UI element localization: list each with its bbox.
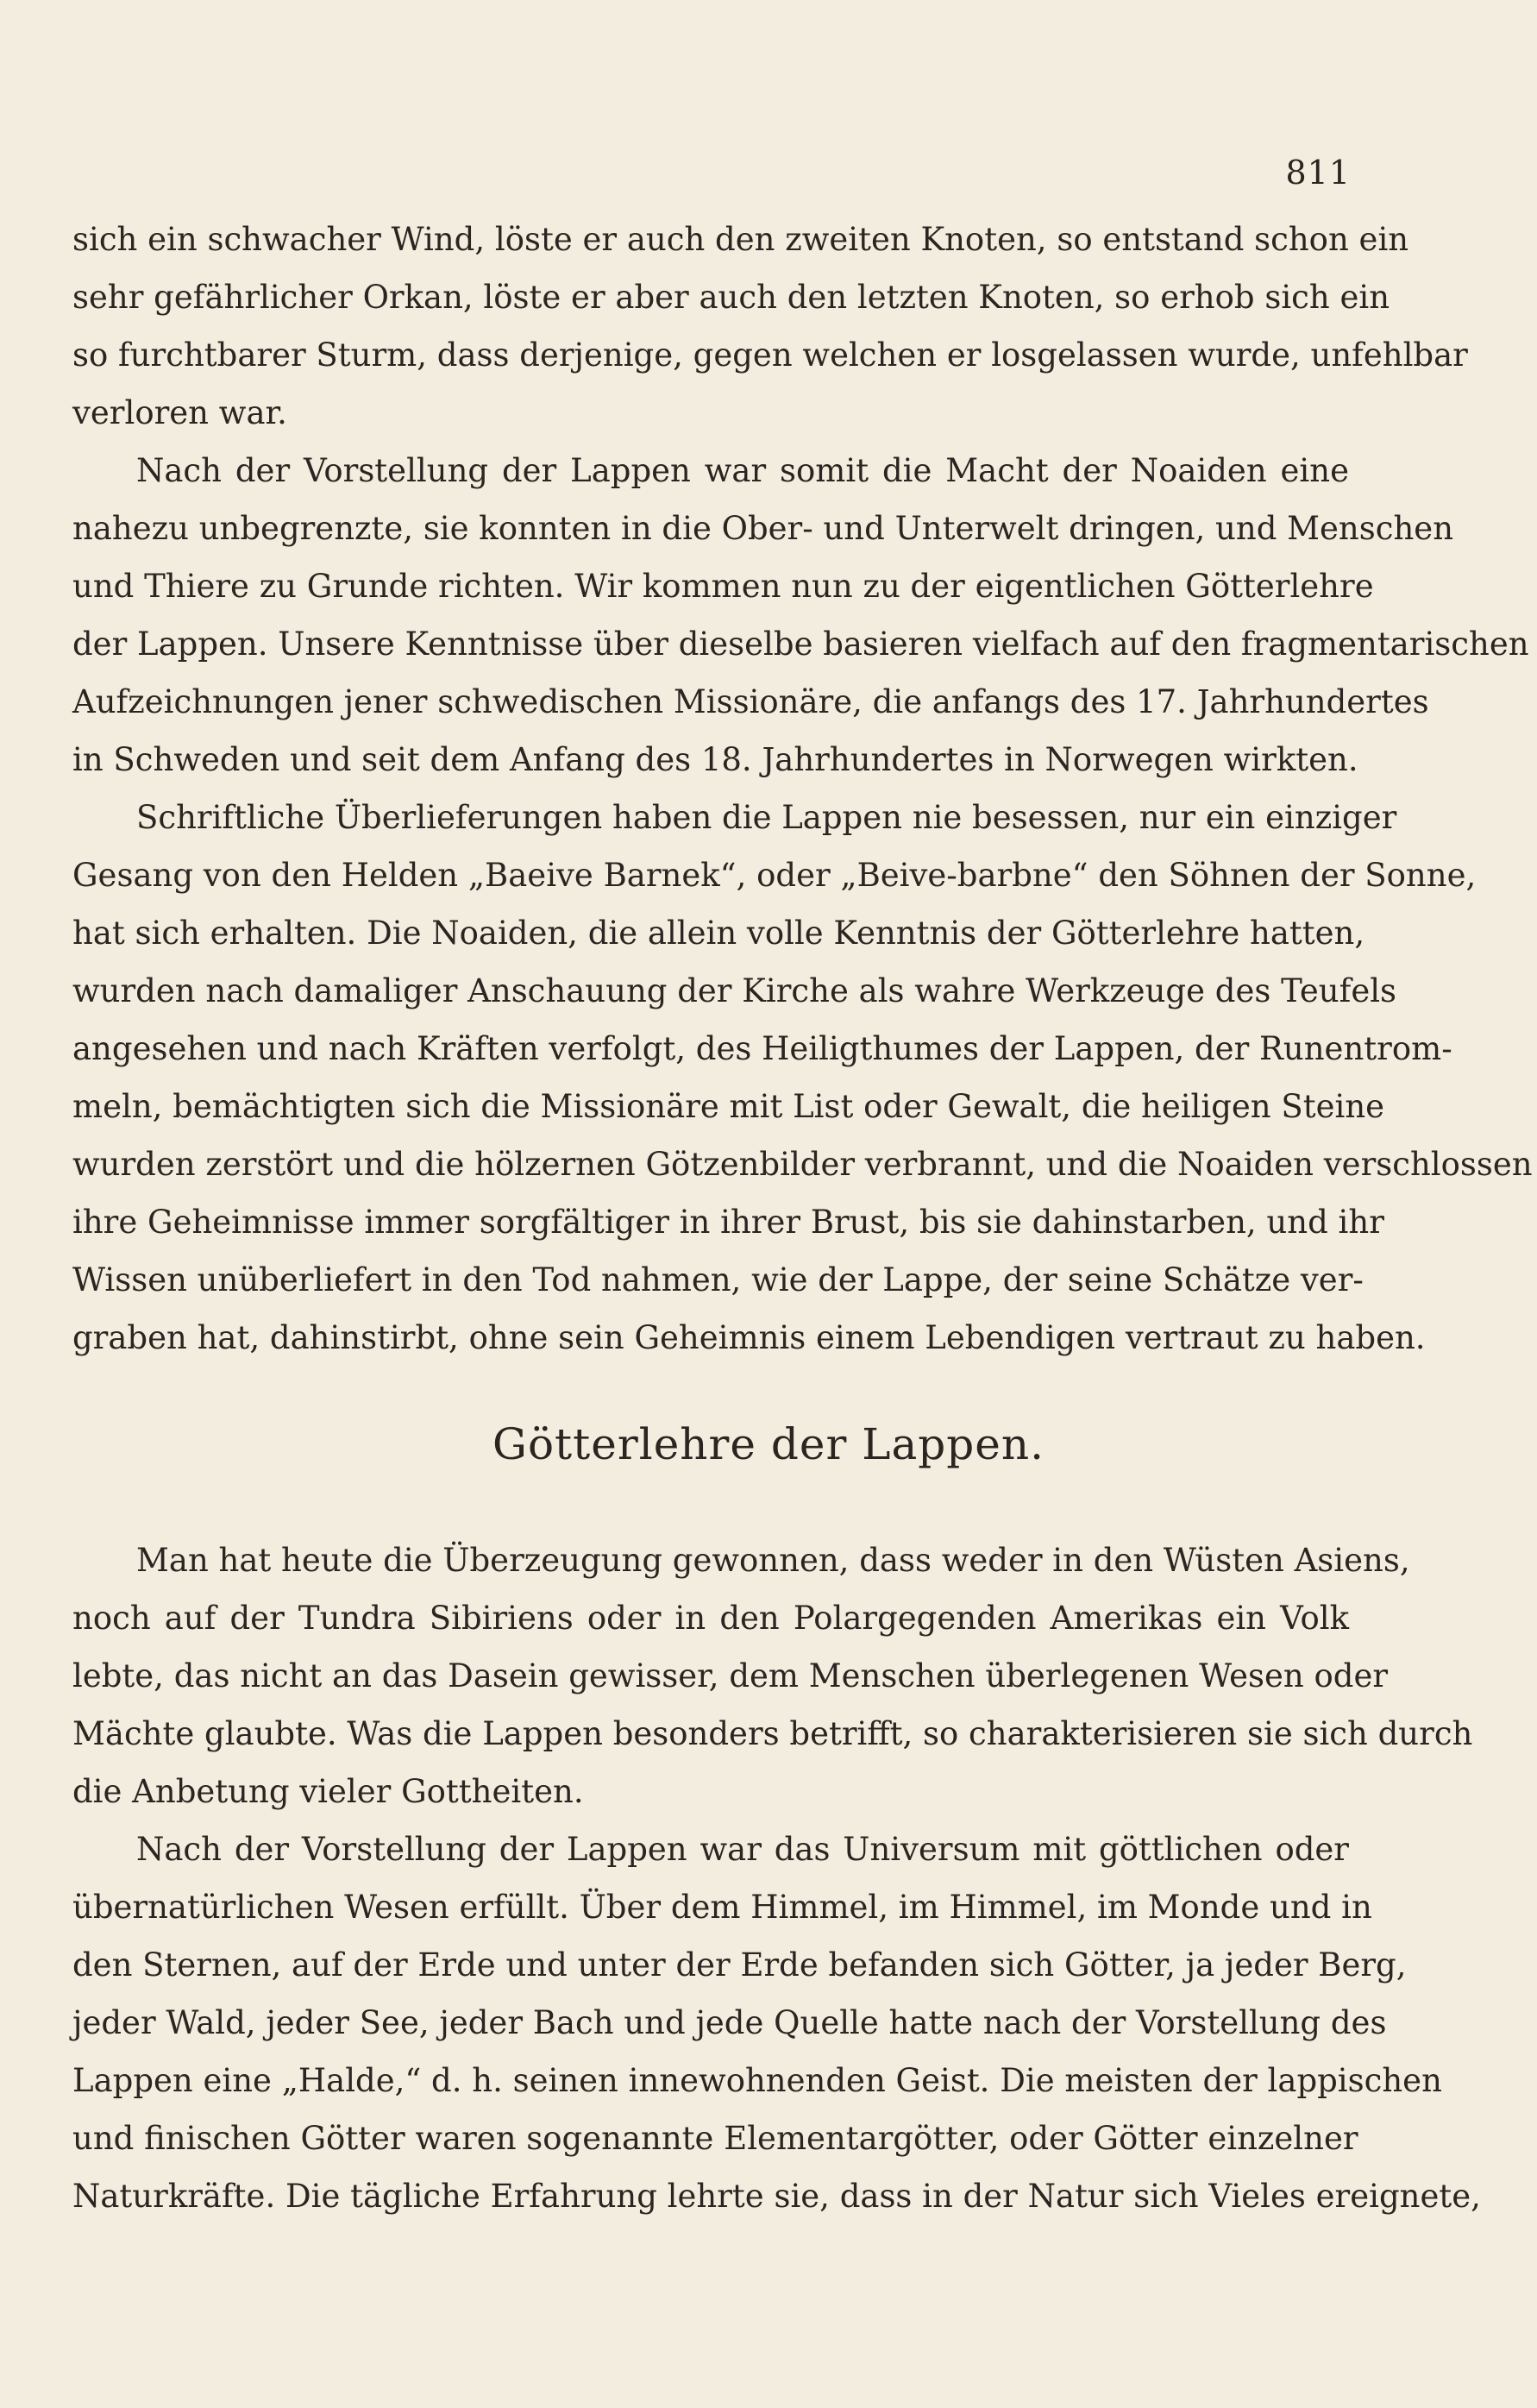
text-line: in Schweden und seit dem Anfang des 18. Jahrhundertes in Norwegen wirkten. xyxy=(72,741,1358,778)
text-line: lebte, das nicht an das Dasein gewisser, dem Menschen überlegenen Wesen oder xyxy=(72,1657,1389,1694)
section-heading: Götterlehre der Lappen. xyxy=(492,1419,1045,1469)
page-number: 811 xyxy=(1285,154,1351,192)
text-line: meln, bemächtigten sich die Missionäre mit List oder Gewalt, die heiligen Steine xyxy=(72,1088,1385,1125)
text-line: der Lappen. Unsere Kenntnisse über dieselbe basieren vielfach auf den fragmentarischen xyxy=(72,626,1529,663)
text-line: Nach der Vorstellung der Lappen war somit die Macht der Noaiden eine xyxy=(136,452,1349,489)
text-line: Lappen eine „Halde,“ d. h. seinen innewohnenden Geist. Die meisten der lappischen xyxy=(72,2062,1442,2099)
paragraph xyxy=(72,1531,1473,1820)
text-line: Schriftliche Überlieferungen haben die Lappen nie besessen, nur ein einziger xyxy=(136,799,1397,836)
text-block-lower xyxy=(72,1531,1481,2225)
text-line: wurden nach damaliger Anschauung der Kirche als wahre Werkzeuge des Teufels xyxy=(72,972,1397,1009)
paragraph xyxy=(72,211,1468,442)
text-line: Gesang von den Helden „Baeive Barnek“, oder „Beive-barbne“ den Söhnen der Sonne, xyxy=(72,857,1477,894)
text-line: ihre Geheimnisse immer sorgfältiger in ihrer Brust, bis sie dahinstarben, und ihr xyxy=(72,1204,1384,1241)
text-line: noch auf der Tundra Sibiriens oder in den Polargegenden Amerikas ein Volk xyxy=(72,1600,1349,1637)
text-line: Wissen unüberliefert in den Tod nahmen, wie der Lappe, der seine Schätze ver- xyxy=(72,1261,1364,1298)
text-line: graben hat, dahinstirbt, ohne sein Geheimnis einem Lebendigen vertraut zu haben. xyxy=(72,1319,1426,1356)
text-line: jeder Wald, jeder See, jeder Bach und jede Quelle hatte nach der Vorstellung des xyxy=(72,2004,1387,2041)
text-line: die Anbetung vieler Gottheiten. xyxy=(72,1773,584,1810)
text-line: Mächte glaubte. Was die Lappen besonders betrifft, so charakterisieren sie sich durch xyxy=(72,1715,1473,1752)
text-line: verloren war. xyxy=(72,394,287,431)
text-line: Nach der Vorstellung der Lappen war das Universum mit göttlichen oder xyxy=(136,1831,1349,1868)
text-line: Aufzeichnungen jener schwedischen Missionäre, die anfangs des 17. Jahrhundertes xyxy=(72,683,1429,720)
paragraph xyxy=(72,789,1533,1367)
text-line: und Thiere zu Grunde richten. Wir kommen nun zu der eigentlichen Götterlehre xyxy=(72,568,1374,605)
text-line: sehr gefährlicher Orkan, löste er aber auch den letzten Knoten, so erhob sich ein xyxy=(72,279,1390,316)
text-line: wurden zerstört und die hölzernen Götzenbilder verbrannt, und die Noaiden verschlossen xyxy=(72,1146,1533,1183)
text-line: und finischen Götter waren sogenannte Elementargötter, oder Götter einzelner xyxy=(72,2120,1358,2157)
text-line: so furchtbarer Sturm, dass derjenige, gegen welchen er losgelassen wurde, unfehlbar xyxy=(72,336,1468,374)
text-line: den Sternen, auf der Erde und unter der Erde befanden sich Götter, ja jeder Berg, xyxy=(72,1946,1407,1984)
text-line: angesehen und nach Kräften verfolgt, des Heiligthumes der Lappen, der Runentrom- xyxy=(72,1030,1452,1067)
paragraph xyxy=(72,1820,1481,2225)
text-line: sich ein schwacher Wind, löste er auch den zweiten Knoten, so entstand schon ein xyxy=(72,221,1409,258)
text-line: nahezu unbegrenzte, sie konnten in die Ober- und Unterwelt dringen, und Menschen xyxy=(72,510,1454,547)
text-line: Naturkräfte. Die tägliche Erfahrung lehrte sie, dass in der Natur sich Vieles ereignete, xyxy=(72,2178,1481,2215)
text-line: übernatürlichen Wesen erfüllt. Über dem Himmel, im Himmel, im Monde und in xyxy=(72,1889,1372,1926)
text-line: hat sich erhalten. Die Noaiden, die allein volle Kenntnis der Götterlehre hatten, xyxy=(72,915,1365,952)
paragraph xyxy=(72,442,1529,789)
text-block-upper xyxy=(72,211,1533,1367)
text-line: Man hat heute die Überzeugung gewonnen, dass weder in den Wüsten Asiens, xyxy=(136,1542,1410,1579)
